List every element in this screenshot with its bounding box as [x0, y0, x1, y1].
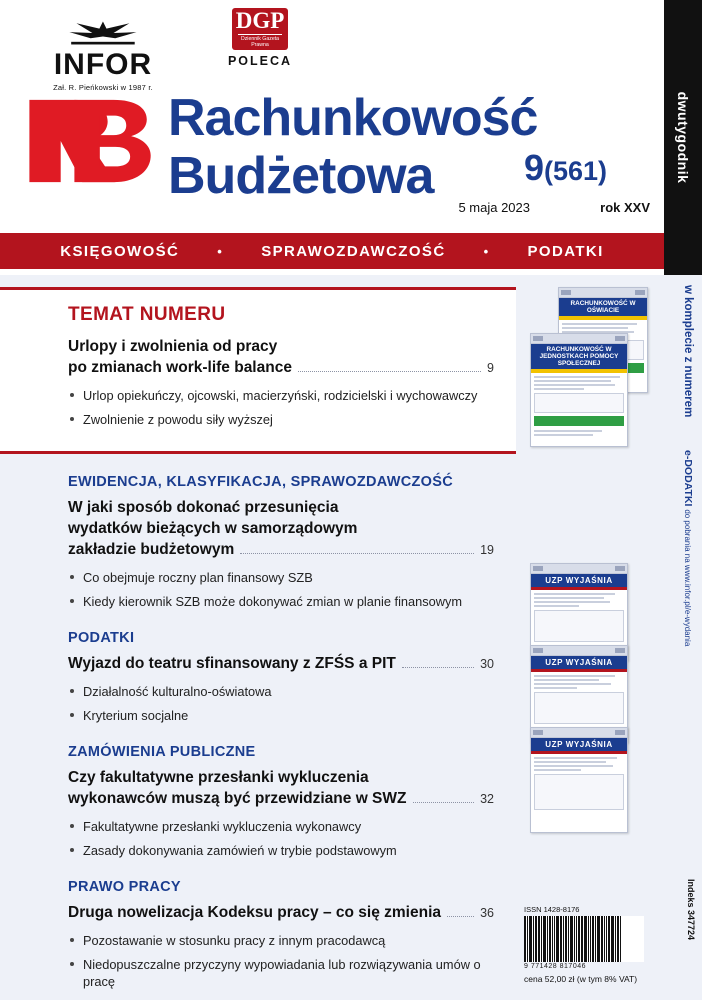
section-prawo-pracy[interactable] [0, 879, 516, 990]
issue-total: (561) [543, 156, 607, 186]
mini-cover-body [531, 373, 627, 441]
publisher-name: INFOR [53, 48, 153, 81]
cover-header [0, 0, 702, 275]
dgp-mark [232, 8, 288, 50]
topic-3: PODATKI [527, 242, 604, 260]
feature-title-line-1: Urlopy i zwolnienia od pracy [68, 338, 278, 355]
feature-kicker: TEMAT NUMERU [68, 304, 226, 325]
list-item: Pozostawanie w stosunku pracy z innym pracodawcą [68, 932, 494, 949]
section-title [68, 497, 494, 561]
title-line-2: Budżetowa [168, 147, 434, 205]
mini-cover-title: UZP WYJAŚNIA [531, 656, 627, 669]
section-bullets [68, 683, 494, 724]
leader-dots [298, 371, 481, 372]
section-page: 32 [480, 792, 494, 806]
mini-cover-title: RACHUNKOWOŚĆ W JEDNOSTKACH POMOCY SPOŁECZNEJ [531, 344, 627, 369]
barcode-image [524, 916, 644, 962]
contents-right-column [516, 275, 702, 1000]
section-heading: EWIDENCJA, KLASYFIKACJA, SPRAWOZDAWCZOŚĆ [68, 474, 453, 490]
topic-2: SPRAWOZDAWCZOŚĆ [261, 242, 446, 260]
section-title-line: wykonawców muszą być przewidziane w SWZ [68, 790, 407, 807]
bundle-label: w komplecie z numerem [682, 285, 694, 418]
cover-contents [0, 275, 702, 1000]
topics-bar [0, 233, 664, 269]
section-title-line: Czy fakultatywne przesłanki wykluczenia [68, 769, 369, 786]
section-title-line: Wyjazd do teatru sfinansowany z ZFŚS a PIT [68, 655, 396, 672]
feature-page: 9 [487, 361, 494, 375]
section-bullets [68, 569, 494, 610]
feature-title [68, 336, 494, 379]
section-title-line: W jaki sposób dokonać przesunięcia [68, 499, 339, 516]
feature-article[interactable] [0, 287, 516, 454]
list-item: Kryterium socjalne [68, 707, 494, 724]
section-title [68, 902, 494, 924]
mini-cover-body [531, 672, 627, 727]
section-heading: PRAWO PRACY [68, 879, 181, 895]
issn-label: ISSN 1428-8176 [524, 905, 580, 914]
dgp-subtitle: Dziennik Gazeta Prawna [238, 34, 282, 48]
rb-logo-icon [22, 96, 162, 186]
topic-1: KSIĘGOWOŚĆ [60, 242, 180, 260]
contents-left-column [0, 275, 516, 997]
barcode-block [524, 905, 644, 984]
price-label: cena 52,00 zł (w tym 8% VAT) [524, 974, 638, 984]
mini-cover-topstrip [531, 564, 627, 574]
issue-number: 9 [523, 147, 544, 188]
leader-dots [447, 916, 474, 917]
section-title [68, 767, 494, 810]
section-title [68, 653, 494, 675]
edodatki-subtitle: do pobrania na www.infor.pl/e-wydania [683, 509, 692, 647]
leader-dots [240, 553, 474, 554]
list-item: Fakultatywne przesłanki wykluczenia wykonawcy [68, 818, 494, 835]
barcode-digits: 9 771428 817046 [524, 963, 586, 970]
issue-date: 5 maja 2023 [458, 200, 530, 215]
section-title-line: Druga nowelizacja Kodeksu pracy – co się zmienia [68, 904, 441, 921]
mini-cover-topstrip [559, 288, 647, 298]
section-ewidencja[interactable] [0, 474, 516, 610]
magazine-title [168, 89, 538, 205]
section-page: 30 [480, 657, 494, 671]
mini-cover-title: UZP WYJAŚNIA [531, 738, 627, 751]
mini-cover-pomoc-spoleczna[interactable] [530, 333, 628, 447]
issue-year: rok XXV [600, 200, 650, 215]
mini-cover-topstrip [531, 728, 627, 738]
mini-cover-body [531, 590, 627, 645]
section-bullets [68, 818, 494, 859]
list-item: Kiedy kierownik SZB może dokonywać zmian w planie finansowym [68, 593, 494, 610]
list-item: Zasady dokonywania zamówień w trybie podstawowym [68, 842, 494, 859]
topic-separator-2: • [483, 243, 490, 259]
section-heading: ZAMÓWIENIA PUBLICZNE [68, 744, 256, 760]
section-zamowienia[interactable] [0, 744, 516, 859]
leader-dots [413, 802, 475, 803]
publisher-tagline: Zał. R. Pieńkowski w 1987 r. [53, 83, 153, 92]
section-podatki[interactable] [0, 630, 516, 724]
edodatki-title: e-DODATKI [682, 450, 694, 507]
mini-cover-body [531, 754, 627, 813]
list-item: Niedopuszczalne przyczyny wypowiadania lub rozwiązywania umów o pracę [68, 956, 494, 990]
mini-cover-title: UZP WYJAŚNIA [531, 574, 627, 587]
list-item: Co obejmuje roczny plan finansowy SZB [68, 569, 494, 586]
mini-cover-uzp-3[interactable] [530, 727, 628, 833]
section-page: 19 [480, 543, 494, 557]
eagle-icon [50, 18, 156, 48]
list-item: Działalność kulturalno-oświatowa [68, 683, 494, 700]
mini-cover-title: RACHUNKOWOŚĆ W OŚWIACIE [559, 298, 647, 316]
frequency-label: dwutygodnik [675, 91, 691, 184]
leader-dots [402, 667, 474, 668]
index-label: Indeks 347724 [686, 878, 696, 940]
feature-bullets [68, 387, 494, 428]
frequency-bar [664, 0, 702, 275]
section-title-line: wydatków bieżących w samorządowym [68, 520, 358, 537]
feature-title-line-2: po zmianach work-life balance [68, 359, 292, 376]
dgp-letters: DGP [235, 8, 285, 33]
title-line-1: Rachunkowość [168, 89, 538, 147]
topic-separator-1: • [217, 243, 224, 259]
issue-number-block [523, 147, 607, 188]
publisher-logo [28, 18, 178, 92]
section-heading: PODATKI [68, 630, 135, 646]
section-bullets [68, 932, 494, 990]
list-item: Urlop opiekuńczy, ojcowski, macierzyński, rodzicielski i wychowawczy [68, 387, 494, 404]
partner-action: POLECA [227, 54, 293, 68]
edodatki-label [682, 450, 694, 646]
mini-cover-topstrip [531, 646, 627, 656]
mini-cover-topstrip [531, 334, 627, 344]
section-page: 36 [480, 906, 494, 920]
section-title-line: zakładzie budżetowym [68, 541, 235, 558]
partner-logo [205, 8, 315, 68]
list-item: Zwolnienie z powodu siły wyższej [68, 411, 494, 428]
